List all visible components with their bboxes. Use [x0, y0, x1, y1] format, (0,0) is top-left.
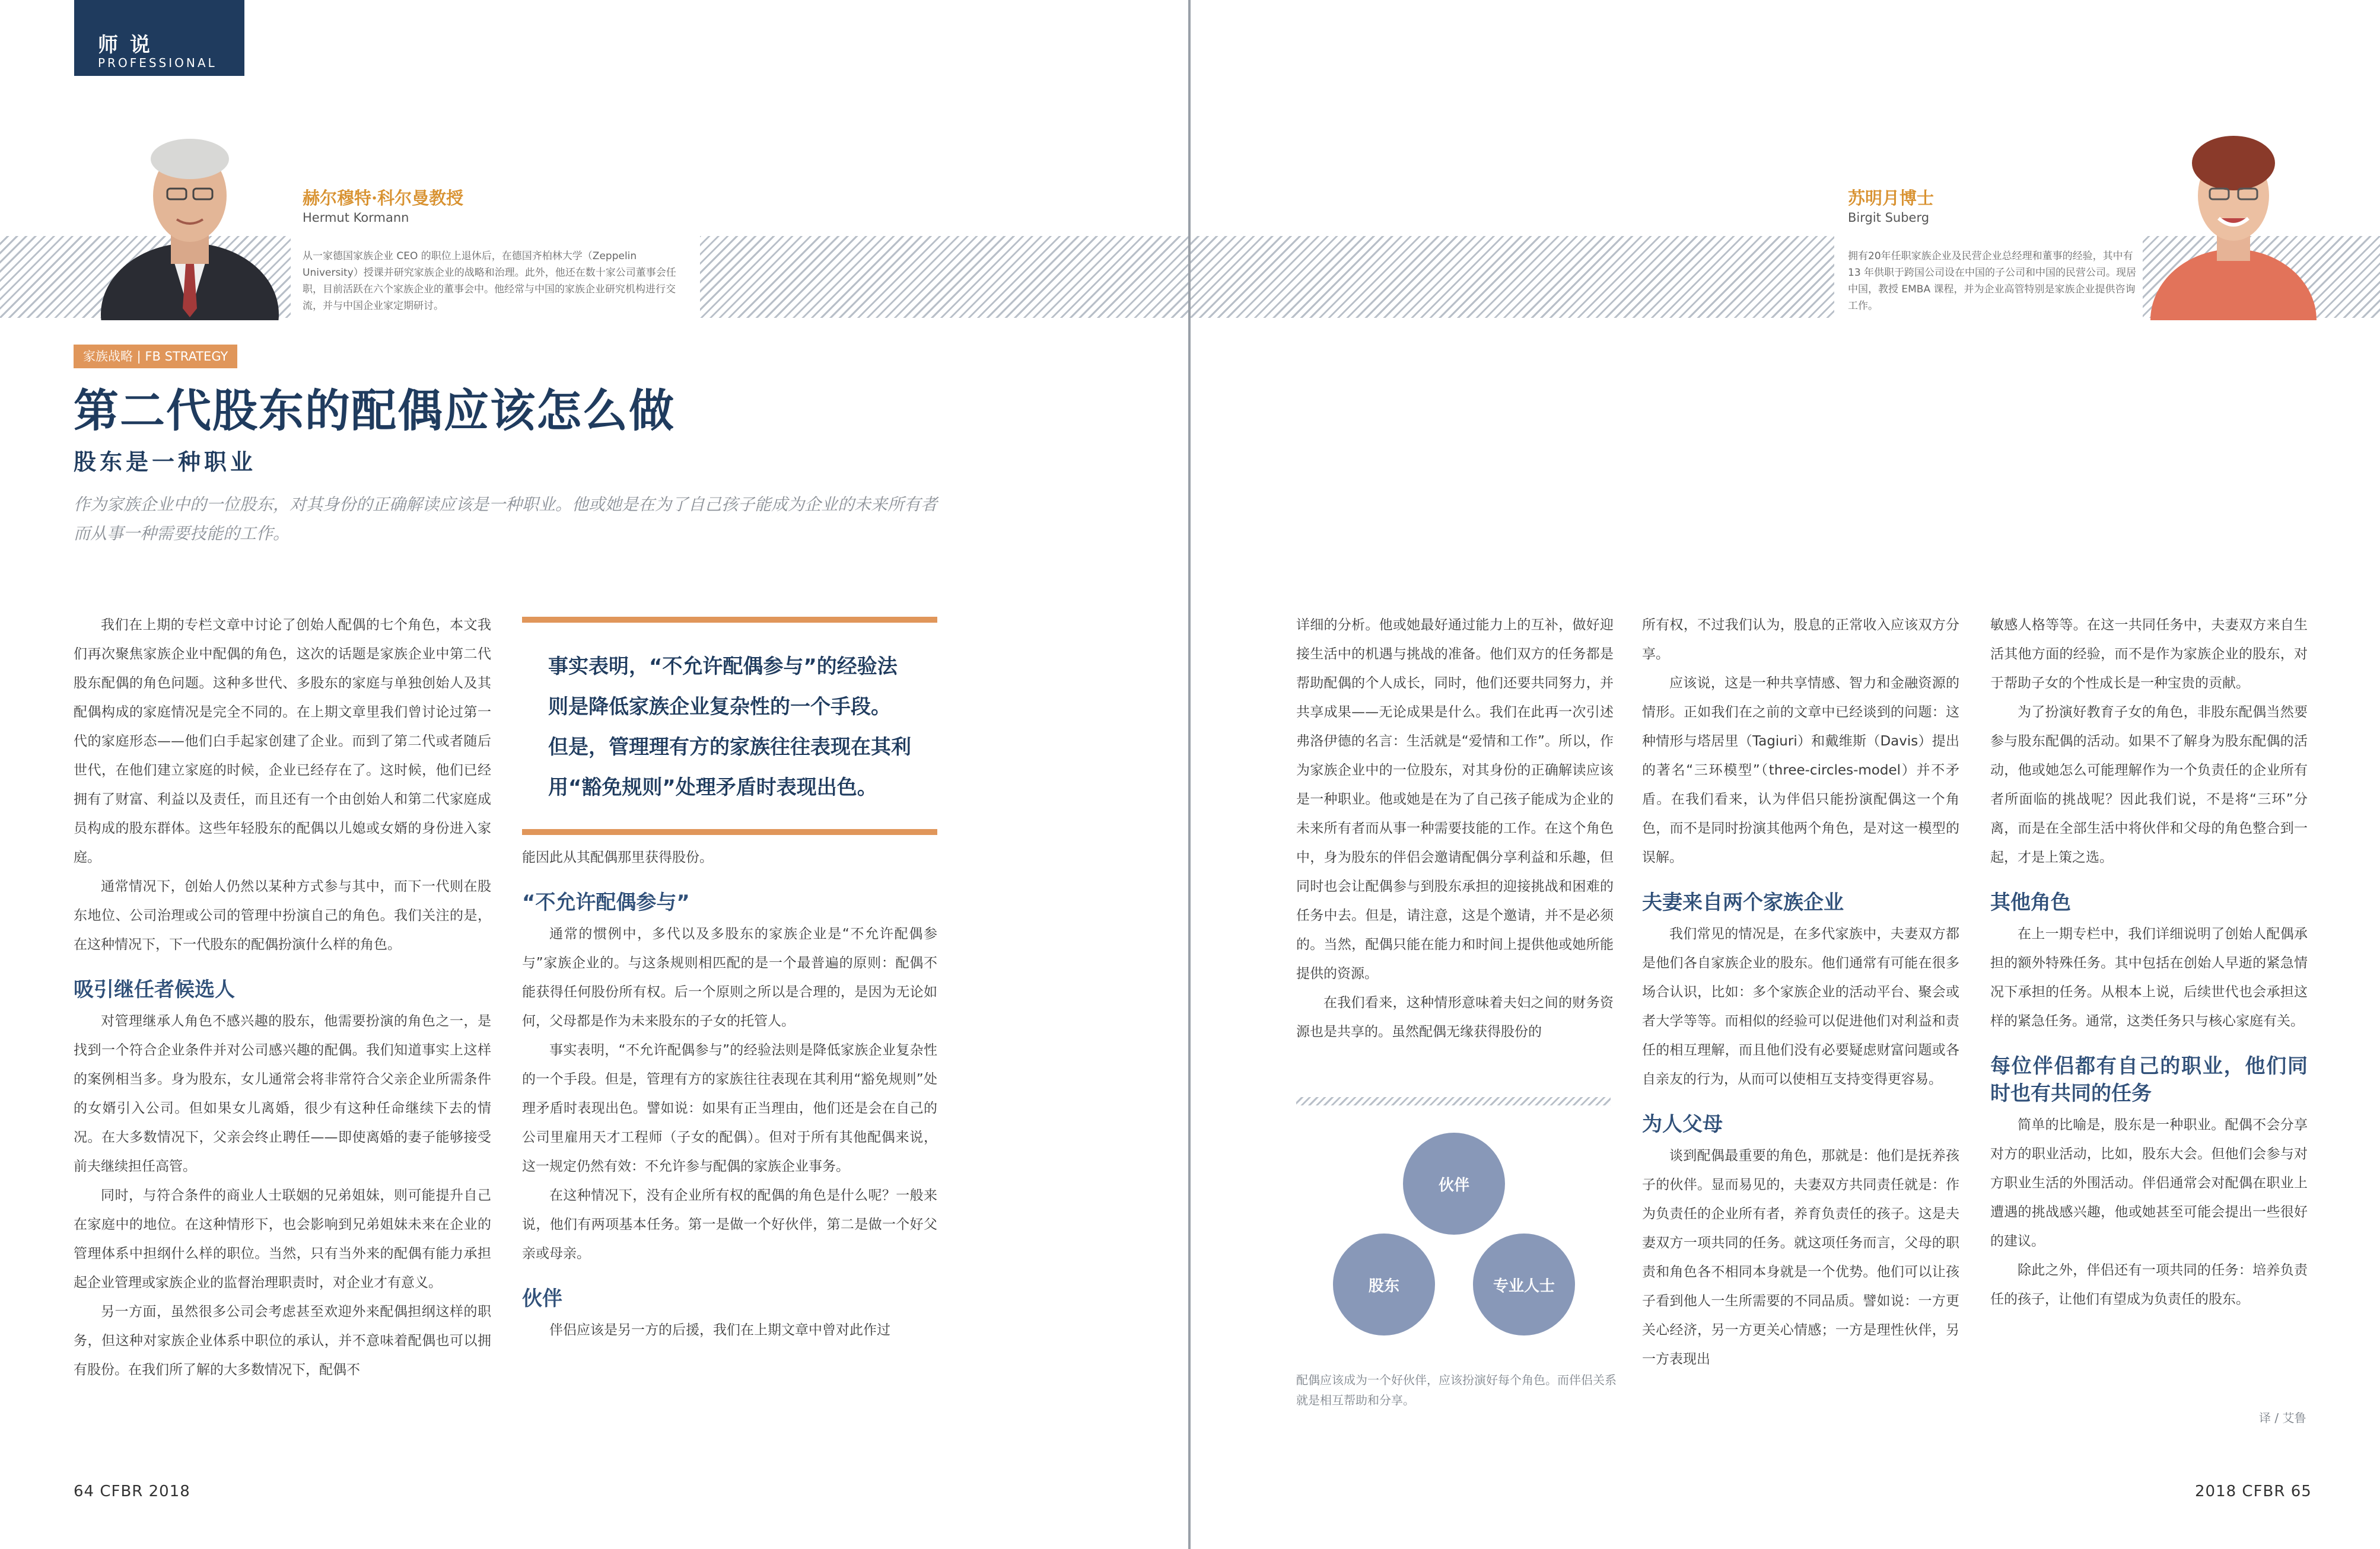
paragraph: 对管理继承人角色不感兴趣的股东，他需要扮演的角色之一，是找到一个符合企业条件并对公司感兴趣的配偶。我们知道事实上这样的案例相当多。身为股东，女儿通常会将非常符合父亲企业所需条件的女婿引入公司。但如果女儿离婚，很少有这种任命继续下去的情况。在大多数情况下，父亲会终止聘任——即使离婚的妻子能够接受前夫继续担任高管。 — [74, 1013, 491, 1174]
paragraph: 我们常见的情况是，在多代家族中，夫妻双方都是他们各自家族企业的股东。他们通常有可能在很多场合认识，比如：多个家族企业的活动平台、聚会或者大学等等。而相似的经验可以促进他们对利益和责任的相互理解，而且他们没有必要疑虑财富问题或各自亲友的行为，从而可以使相互支持变得更容易。 — [1642, 926, 1959, 1087]
pull-quote-line: 用“豁免规则”处理矛盾时表现出色。 — [548, 776, 877, 799]
paragraph: 在这种情况下，没有企业所有权的配偶的角色是什么呢？一般来说，他们有两项基本任务。第一是做一个好伙伴，第二是做一个好父亲或母亲。 — [522, 1188, 937, 1261]
section-tag-en: PROFESSIONAL — [98, 56, 217, 70]
paragraph: 所有权，不过我们认为，股息的正常收入应该双方分享。 — [1642, 617, 1959, 662]
paragraph: 能因此从其配偶那里获得股份。 — [522, 850, 713, 865]
author2-portrait — [2144, 119, 2317, 320]
author2-name-zh: 苏明月博士 — [1848, 188, 1934, 208]
paragraph: 同时，与符合条件的商业人士联姻的兄弟姐妹，则可能提升自己在家庭中的地位。在这种情形下，也会影响到兄弟姐妹未来在企业的管理体系中担纲什么样的职位。当然，只有当外来的配偶有能力承担起企业管理或家族企业的监督治理职责时，对企业才有意义。 — [74, 1188, 491, 1290]
paragraph: 事实表明，“不允许配偶参与”的经验法则是降低家族企业复杂性的一个手段。但是，管理有方的家族往往表现在其利用“豁免规则”处理矛盾时表现出色。譬如说：如果有正当理由，他们还是会在自己的公司里雇用天才工程师（子女的配偶）。但对于所有其他配偶来说，这一规定仍然有效：不允许参与配偶的家族企业事务。 — [522, 1043, 937, 1174]
paragraph: 除此之外，伴侣还有一项共同的任务：培养负责任的孩子，让他们有望成为负责任的股东。 — [1990, 1263, 2308, 1307]
section-heading: 为人父母 — [1642, 1113, 1723, 1136]
pull-quote-line: 事实表明，“不允许配偶参与”的经验法 — [548, 655, 898, 678]
translator-credit: 译 / 艾鲁 — [2259, 1411, 2306, 1425]
author1-name-zh: 赫尔穆特·科尔曼教授 — [303, 188, 464, 208]
text-column-5 — [1990, 611, 2308, 1314]
paragraph: 另一方面，虽然很多公司会考虑甚至欢迎外来配偶担纲这样的职务，但这种对家族企业体系中职位的承认，并不意味着配偶也可以拥有股份。在我们所了解的大多数情况下，配偶不 — [74, 1304, 491, 1378]
pull-quote — [522, 617, 937, 835]
paragraph: 在上一期专栏中，我们详细说明了创始人配偶承担的额外特殊任务。其中包括在创始人早逝的紧急情况下承担的任务。从根本上说，后续世代也会承担这样的紧急任务。通常，这类任务只与核心家庭有关。 — [1990, 926, 2308, 1029]
author2-bio: 拥有20年任职家族企业及民营企业总经理和董事的经验，其中有 13 年供职于跨国公司设在中国的子公司和中国的民营公司。现居中国，教授 EMBA 课程，并为企业高管特别是家族企业提供咨询工作。 — [1848, 250, 2137, 312]
author1-portrait — [101, 119, 279, 320]
author2-name-en: Birgit Suberg — [1848, 211, 1930, 225]
paragraph: 简单的比喻是，股东是一种职业。配偶不会分享对方的职业活动，比如，股东大会。但他们会参与对方职业生活的外围活动。伴侣通常会对配偶在职业上遭遇的挑战感兴趣，他或她甚至可能会提出一些很好的建议。 — [1990, 1117, 2308, 1249]
pull-quote-line: 但是，管理理有方的家族往往表现在其利 — [548, 735, 911, 759]
author1-bio: 从一家德国家族企业 CEO 的职位上退休后，在德国齐柏林大学（Zeppelin University）授课并研究家族企业的战略和治理。此外，他还在数十家公司董事会任职，目前活跃在六个家族企业的董事会中。他经常与中国的家族企业研究机构进行交流，并与中国企业家定期研讨。 — [303, 250, 676, 312]
section-heading: “不允许配偶参与” — [522, 891, 690, 914]
paragraph: 我们在上期的专栏文章中讨论了创始人配偶的七个角色，本文我们再次聚焦家族企业中配偶的角色，这次的话题是家族企业中第二代股东配偶的角色问题。这种多世代、多股东的家庭与单独创始人及其配偶构成的家庭情况是完全不同的。在上期文章里我们曾讨论过第一代的家庭形态——他们白手起家创建了企业。而到了第二代或者随后世代，在他们建立家庭的时候，企业已经存在了。这时候，他们已经拥有了财富、利益以及责任，而且还有一个由创始人和第二代家庭成员构成的股东群体。这些年轻股东的配偶以儿媳或女婿的身份进入家庭。 — [74, 617, 491, 865]
text-column-1 — [74, 611, 491, 1385]
paragraph: 通常的惯例中，多代以及多股东的家族企业是“不允许配偶参与”家族企业的。与这条规则相匹配的是一个最普遍的原则：配偶不能获得任何股份所有权。后一个原则之所以是合理的，是因为无论如何，父母都是作为未来股东的子女的托管人。 — [522, 926, 937, 1029]
diagram-circle-partner: 伙伴 — [1403, 1133, 1505, 1235]
text-column-4 — [1642, 611, 1959, 1374]
diagram-circle-professional: 专业人士 — [1473, 1234, 1575, 1336]
page-spine — [1188, 0, 1191, 1549]
pull-quote-line: 则是降低家族企业复杂性的一个手段。 — [548, 695, 891, 719]
paragraph: 伴侣应该是另一方的后援，我们在上期文章中曾对此作过 — [549, 1322, 890, 1338]
article-subtitle: 股东是一种职业 — [74, 448, 257, 475]
paragraph: 敏感人格等等。在这一共同任务中，夫妻双方来自生活其他方面的经验，而不是作为家族企业的股东，对于帮助子女的个性成长是一种宝贵的贡献。 — [1990, 617, 2308, 691]
section-heading: 夫妻来自两个家族企业 — [1642, 891, 1844, 914]
section-tag-zh: 师 说 — [98, 33, 152, 57]
category-badge: 家族战略 | FB STRATEGY — [74, 345, 237, 368]
page-number-right: 2018 CFBR 65 — [2195, 1483, 2312, 1500]
paragraph: 应该说，这是一种共享情感、智力和金融资源的情形。正如我们在之前的文章中已经谈到的问题：这种情形与塔居里（Tagiuri）和戴维斯（Davis）提出的著名“三环模型”（three-circles-model）并不矛盾。在我们看来，认为伴侣只能扮演配偶这一个角色，而不是同时扮演其他两个角色，是对这一模型的误解。 — [1642, 675, 1959, 865]
section-heading: 伙伴 — [522, 1287, 562, 1311]
section-heading: 其他角色 — [1990, 891, 2071, 914]
section-heading: 每位伴侣都有自己的职业，他们同时也有共同的任务 — [1990, 1054, 2308, 1105]
paragraph: 详细的分析。他或她最好通过能力上的互补，做好迎接生活中的机遇与挑战的准备。他们双方的任务都是帮助配偶的个人成长，同时，他们还要共同努力，并共享成果——无论成果是什么。我们在此再一次引述弗洛伊德的名言：生活就是“爱情和工作”。所以，作为家族企业中的一位股东，对其身份的正确解读应该是一种职业。他或她是在为了自己孩子能成为企业的未来所有者而从事一种需要技能的工作。在这个角色中，身为股东的伴侣会邀请配偶分享利益和乐趣，但同时也会让配偶参与到股东承担的迎接挑战和困难的任务中去。但是，请注意，这是个邀请，并不是必须的。当然，配偶只能在能力和时间上提供他或她所能提供的资源。 — [1296, 617, 1614, 981]
diagram-caption: 配偶应该成为一个好伙伴，应该扮演好每个角色。而伴侣关系就是相互帮助和分享。 — [1296, 1373, 1617, 1407]
text-column-2 — [522, 843, 937, 1345]
text-column-3 — [1296, 611, 1614, 1047]
paragraph: 在我们看来，这种情形意味着夫妇之间的财务资源也是共享的。虽然配偶无缘获得股份的 — [1296, 995, 1614, 1040]
article-title: 第二代股东的配偶应该怎么做 — [74, 384, 675, 437]
article-lead: 作为家族企业中的一位股东，对其身份的正确解读应该是一种职业。他或她是在为了自己孩子能成为企业的未来所有者而从事一种需要技能的工作。 — [74, 495, 938, 543]
paragraph: 通常情况下，创始人仍然以某种方式参与其中，而下一代则在股东地位、公司治理或公司的管理中扮演自己的角色。我们关注的是，在这种情况下，下一代股东的配偶扮演什么样的角色。 — [74, 879, 491, 952]
section-heading: 吸引继任者候选人 — [74, 978, 235, 1002]
three-circles-diagram — [1296, 1097, 1611, 1411]
diagram-divider — [1296, 1097, 1611, 1105]
page-number-left: 64 CFBR 2018 — [74, 1483, 190, 1500]
paragraph: 为了扮演好教育子女的角色，非股东配偶当然要参与股东配偶的活动。如果不了解身为股东配偶的活动，他或她怎么可能理解作为一个负责任的企业所有者所面临的挑战呢？因此我们说，不是将“三环”分离，而是在全部生活中将伙伴和父母的角色整合到一起，才是上策之选。 — [1990, 705, 2308, 865]
section-tag — [74, 0, 244, 76]
paragraph: 谈到配偶最重要的角色，那就是：他们是抚养孩子的伙伴。显而易见的，夫妻双方共同责任就是：作为负责任的企业所有者，养育负责任的孩子。这是夫妻双方一项共同的任务。就这项任务而言，父母的职责和角色各不相同本身就是一个优势。他们可以让孩子看到他人一生所需要的不同品质。譬如说：一方更关心经济，另一方更关心情感；一方是理性伙伴，另一方表现出 — [1642, 1148, 1959, 1367]
diagram-circle-shareholder: 股东 — [1333, 1234, 1435, 1336]
author1-name-en: Hermut Kormann — [303, 211, 409, 225]
